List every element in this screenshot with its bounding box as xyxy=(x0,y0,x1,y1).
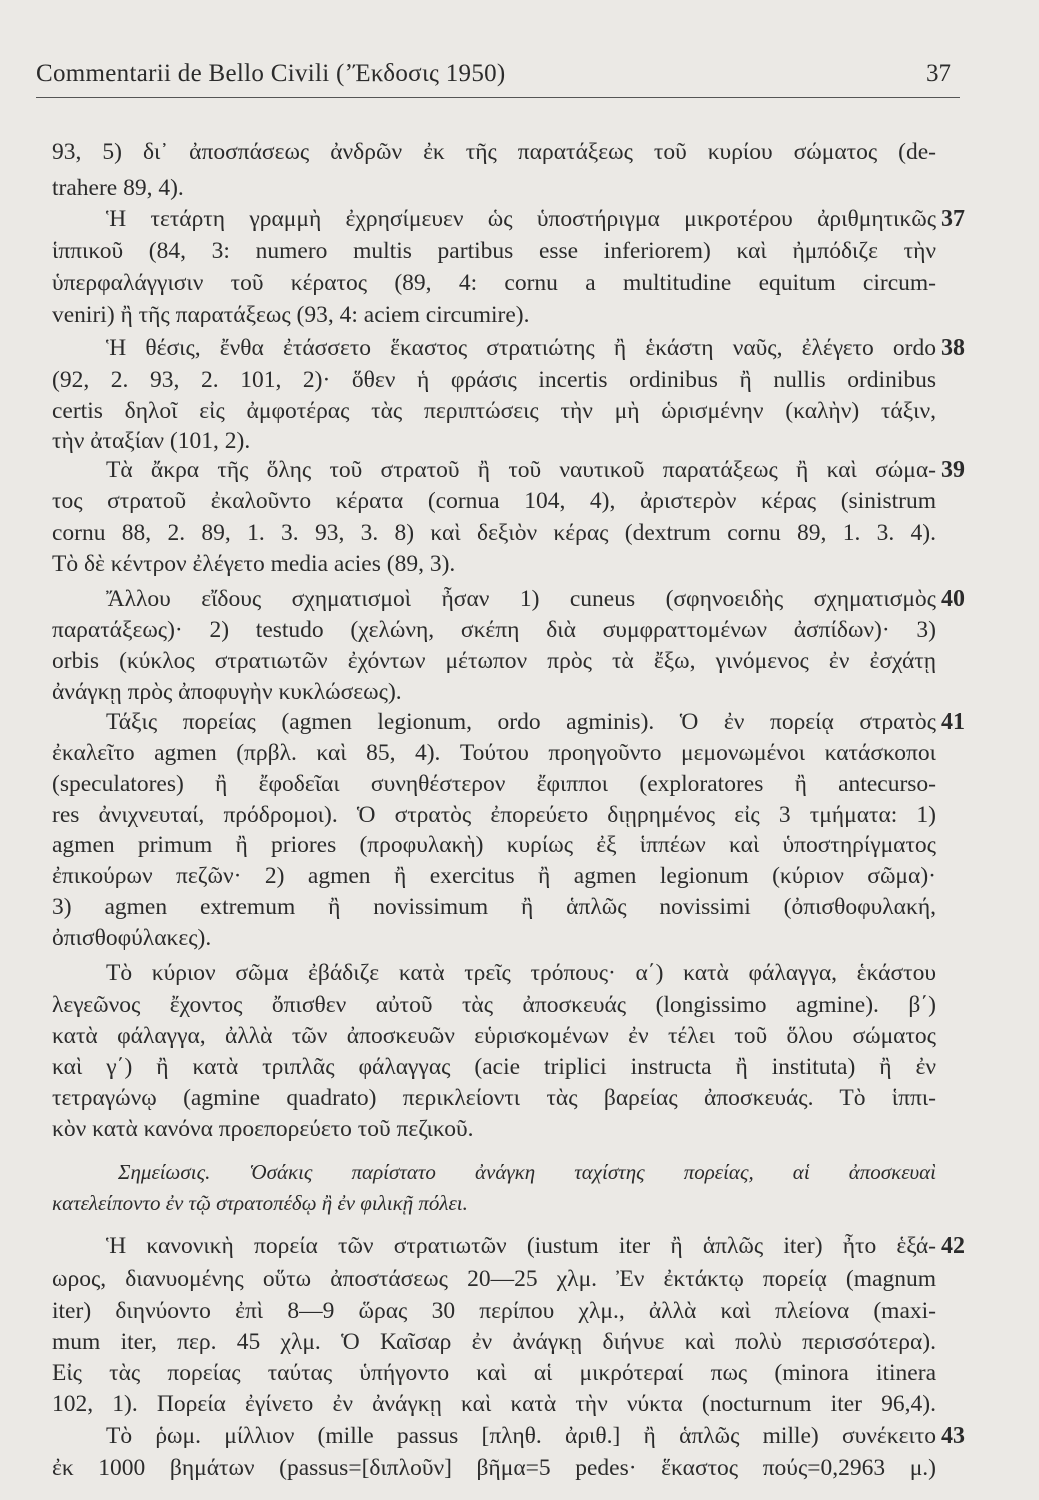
text-line: τετραγώνῳ (agmine quadrato) περικλείοντι τὰς βαρείας ἀποσκευάς. Τὸ ἱππι- xyxy=(52,1085,936,1111)
text-line: res ἀνιχνευταί, πρόδρομοι). Ὁ στρατὸς ἐπορεύετο διῃρημένος εἰς 3 τμήματα: 1) xyxy=(52,802,936,828)
text-line: τὴν ἀταξίαν (101, 2). xyxy=(52,428,251,454)
text-line: Τὰ ἄκρα τῆς ὅλης τοῦ στρατοῦ ἢ τοῦ ναυτικοῦ παρατάξεως ἢ καὶ σώμα- xyxy=(106,457,936,483)
margin-number: 40 xyxy=(941,586,965,612)
text-line: trahere 89, 4). xyxy=(52,175,184,201)
text-line: ἐκ 1000 βημάτων (passus=[διπλοῦν] βῆμα=5 pedes· ἕκαστος πούς=0,2963 μ.) xyxy=(52,1455,936,1481)
note-line: κατελείποντο ἐν τῷ στρατοπέδῳ ἢ ἐν φιλικῇ πόλει. xyxy=(52,1191,468,1215)
text-line: Ἡ τετάρτη γραμμὴ ἐχρησίμευεν ὡς ὑποστήριγμα μικροτέρου ἀριθμητικῶς xyxy=(106,206,936,232)
text-line: ἀνάγκῃ πρὸς ἀποφυγὴν κυκλώσεως). xyxy=(52,679,402,705)
text-line: (speculatores) ἢ ἔφοδεῖαι συνηθέστερον ἔφιπποι (exploratores ἢ antecurso- xyxy=(52,771,936,797)
text-line: λεγεῶνος ἔχοντος ὄπισθεν αὐτοῦ τὰς ἀποσκευάς (longissimo agmine). β΄) xyxy=(52,992,936,1018)
text-line: Εἰς τὰς πορείας ταύτας ὑπήγοντο καὶ αἱ μικρότεραί πως (minora itinera xyxy=(52,1360,936,1386)
text-line: 93, 5) δι᾽ ἀποσπάσεως ἀνδρῶν ἐκ τῆς παρατάξεως τοῦ κυρίου σώματος (de- xyxy=(52,139,936,165)
note-line: Σημείωσις. Ὁσάκις παρίστατο ἀνάγκη ταχίστης πορείας, αἱ ἀποσκευαὶ xyxy=(118,1160,936,1184)
text-line: τος στρατοῦ ἐκαλοῦντο κέρατα (cornua 104, 4), ἀριστερὸν κέρας (sinistrum xyxy=(52,488,936,514)
text-line: orbis (κύκλος στρατιωτῶν ἐχόντων μέτωπον πρὸς τὰ ἔξω, γινόμενος ἐν ἐσχάτῃ xyxy=(52,648,936,674)
text-line: ὑπερφαλάγγισιν τοῦ κέρατος (89, 4: cornu a multitudine equitum circum- xyxy=(52,270,936,296)
text-line: Ἄλλου εἴδους σχηματισμοὶ ἦσαν 1) cuneus (σφηνοειδὴς σχηματισμὸς xyxy=(106,586,936,612)
text-line: 102, 1). Πορεία ἐγίνετο ἐν ἀνάγκῃ καὶ κατὰ τὴν νύκτα (nocturnum iter 96,4). xyxy=(52,1391,936,1417)
margin-number: 38 xyxy=(941,335,965,361)
header-rule xyxy=(36,97,960,98)
text-line: κατὰ φάλαγγα, ἀλλὰ τῶν ἀποσκευῶν εὑρισκομένων ἐν τέλει τοῦ ὅλου σώματος xyxy=(52,1023,936,1049)
text-line: παρατάξεως)· 2) testudo (χελώνη, σκέπη διὰ συμφραττομένων ἀσπίδων)· 3) xyxy=(52,617,936,643)
margin-number: 39 xyxy=(941,457,965,483)
text-line: mum iter, περ. 45 χλμ. Ὁ Καῖσαρ ἐν ἀνάγκῃ διήνυε καὶ πολὺ περισσότερα). xyxy=(52,1329,936,1355)
text-line: κὸν κατὰ κανόνα προεπορεύετο τοῦ πεζικοῦ. xyxy=(52,1116,474,1142)
margin-number: 41 xyxy=(941,709,965,735)
text-line: Ἡ θέσις, ἔνθα ἐτάσσετο ἕκαστος στρατιώτης ἢ ἑκάστη ναῦς, ἐλέγετο ordo xyxy=(106,335,936,361)
running-title: Commentarii de Bello Civili (ʼΈκδοσις 1950) xyxy=(36,60,506,87)
text-line: Τάξις πορείας (agmen legionum, ordo agminis). Ὁ ἐν πορείᾳ στρατὸς xyxy=(106,709,936,735)
text-line: Τὸ δὲ κέντρον ἐλέγετο media acies (89, 3). xyxy=(52,551,456,577)
margin-number: 42 xyxy=(941,1233,965,1259)
text-line: ὀπισθοφύλακες). xyxy=(52,925,212,951)
text-line: agmen primum ἢ priores (προφυλακὴ) κυρίως ἐξ ἱππέων καὶ ὑποστηρίγματος xyxy=(52,832,936,858)
text-line: ἱππικοῦ (84, 3: numero multis partibus esse inferiorem) καὶ ἠμπόδιζε τὴν xyxy=(52,238,936,264)
text-line: ωρος, διανυομένης οὕτω ἀποστάσεως 20—25 χλμ. Ἐν ἐκτάκτῳ πορείᾳ (magnum xyxy=(52,1266,936,1292)
text-line: (92, 2. 93, 2. 101, 2)· ὅθεν ἡ φράσις incertis ordinibus ἢ nullis ordinibus xyxy=(52,367,936,393)
text-line: cornu 88, 2. 89, 1. 3. 93, 3. 8) καὶ δεξιὸν κέρας (dextrum cornu 89, 1. 3. 4). xyxy=(52,520,936,546)
text-line: ἐκαλεῖτο agmen (πρβλ. καὶ 85, 4). Τούτου προηγοῦντο μεμονωμένοι κατάσκοποι xyxy=(52,740,936,766)
text-line: Τὸ κύριον σῶμα ἐβάδιζε κατὰ τρεῖς τρόπους· α΄) κατὰ φάλαγγα, ἑκάστου xyxy=(106,960,936,986)
text-line: ἐπικούρων πεζῶν· 2) agmen ἢ exercitus ἢ agmen legionum (κύριον σῶμα)· xyxy=(52,863,936,889)
text-line: 3) agmen extremum ἢ novissimum ἢ ἁπλῶς novissimi (ὀπισθοφυλακή, xyxy=(52,894,936,920)
text-line: Τὸ ῥωμ. μίλλιον (mille passus [πληθ. ἀριθ.] ἢ ἁπλῶς mille) συνέκειτο xyxy=(106,1423,936,1449)
text-line: veniri) ἢ τῆς παρατάξεως (93, 4: aciem circumire). xyxy=(52,302,530,328)
text-line: iter) διηνύοντο ἐπὶ 8—9 ὥρας 30 περίπου χλμ., ἀλλὰ καὶ πλείονα (maxi- xyxy=(52,1298,936,1324)
text-line: καὶ γ΄) ἢ κατὰ τριπλᾶς φάλαγγας (acie triplici instructa ἢ instituta) ἢ ἐν xyxy=(52,1054,936,1080)
text-line: certis δηλοῖ εἰς ἀμφοτέρας τὰς περιπτώσεις τὴν μὴ ὡρισμένην (καλὴν) τάξιν, xyxy=(52,398,936,424)
margin-number: 43 xyxy=(941,1423,965,1449)
margin-number: 37 xyxy=(941,206,965,232)
page-number: 37 xyxy=(926,60,951,87)
text-line: Ἡ κανονικὴ πορεία τῶν στρατιωτῶν (iustum iter ἢ ἁπλῶς iter) ἦτο ἑξά- xyxy=(106,1233,936,1259)
